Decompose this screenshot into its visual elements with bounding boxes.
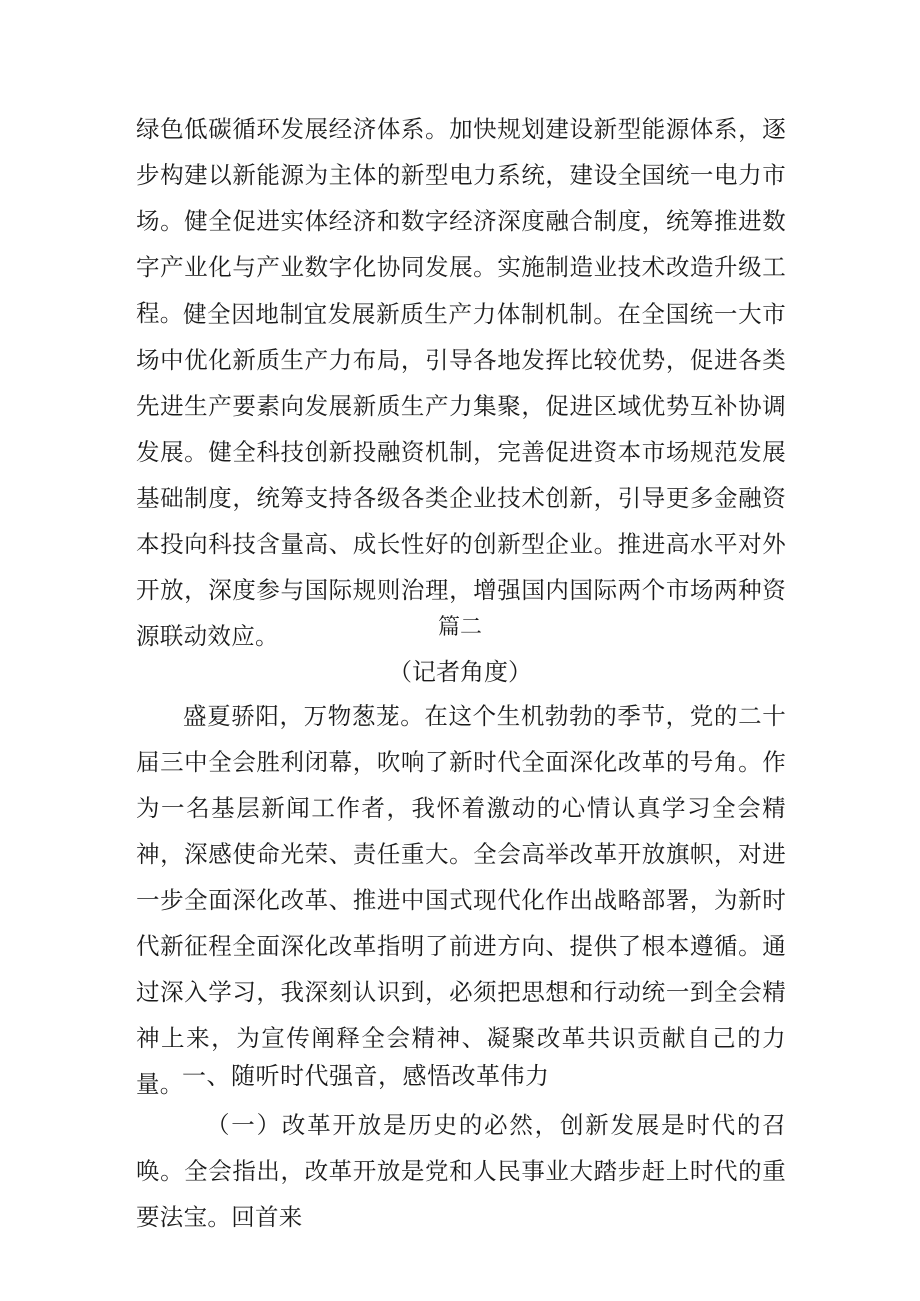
- body-paragraph-1: 绿色低碳循环发展经济体系。加快规划建设新型能源体系，逐步构建以新能源为主体的新型电力系统，建设全国统一电力市场。健全促进实体经济和数字经济深度融合制度，统筹推进数字产业化与产业数字化协同发展。实施制造业技术改造升级工程。: [136, 115, 786, 327]
- body-paragraph-2: 健全因地制宜发展新质生产力体制机制。在全国统一大市场中优化新质生产力布局，引导各地发挥比较优势，促进各类先进生产要素向发展新质生产力集聚，促进区域优势互补协调发展。健全科技创新投融资机制，完善促进资本市场规范发展基础制度，统筹支持各级各类企业技术创新，引导更多金融资本投向科技含量高、成长性好的创新型企业。推进高水平对外开放，深度参与国际规则治理，增强国内国际两个市场两种资源联动效应。: [136, 300, 786, 650]
- section-title: 篇二: [437, 615, 482, 640]
- body-paragraph-4: （一）改革开放是历史的必然，创新发展是时代的召唤。全会指出，改革开放是党和人民事业大踏步赶上时代的重要法宝。回首来: [136, 1111, 786, 1231]
- section-subtitle: （记者角度）: [388, 658, 532, 686]
- section-heading-1: 一、随听时代强音，感悟改革伟力: [182, 1062, 550, 1090]
- body-paragraph-3: 盛夏骄阳，万物葱茏。在这个生机勃勃的季节，党的二十届三中全会胜利闭幕，吹响了新时代全面深化改革的号角。作为一名基层新闻工作者，我怀着激动的心情认真学习全会精神，深感使命光荣、责任重大。全会高举改革开放旗帜，对进一步全面深化改革、推进中国式现代化作出战略部署，为新时代新征程全面深化改革指明了前进方向、提供了根本遵循。通过深入学习，我深刻认识到，必须把思想和行动统一到全会精神上来，为宣传阐释全会精神、凝聚改革共识贡献自己的力量。: [136, 702, 786, 1098]
